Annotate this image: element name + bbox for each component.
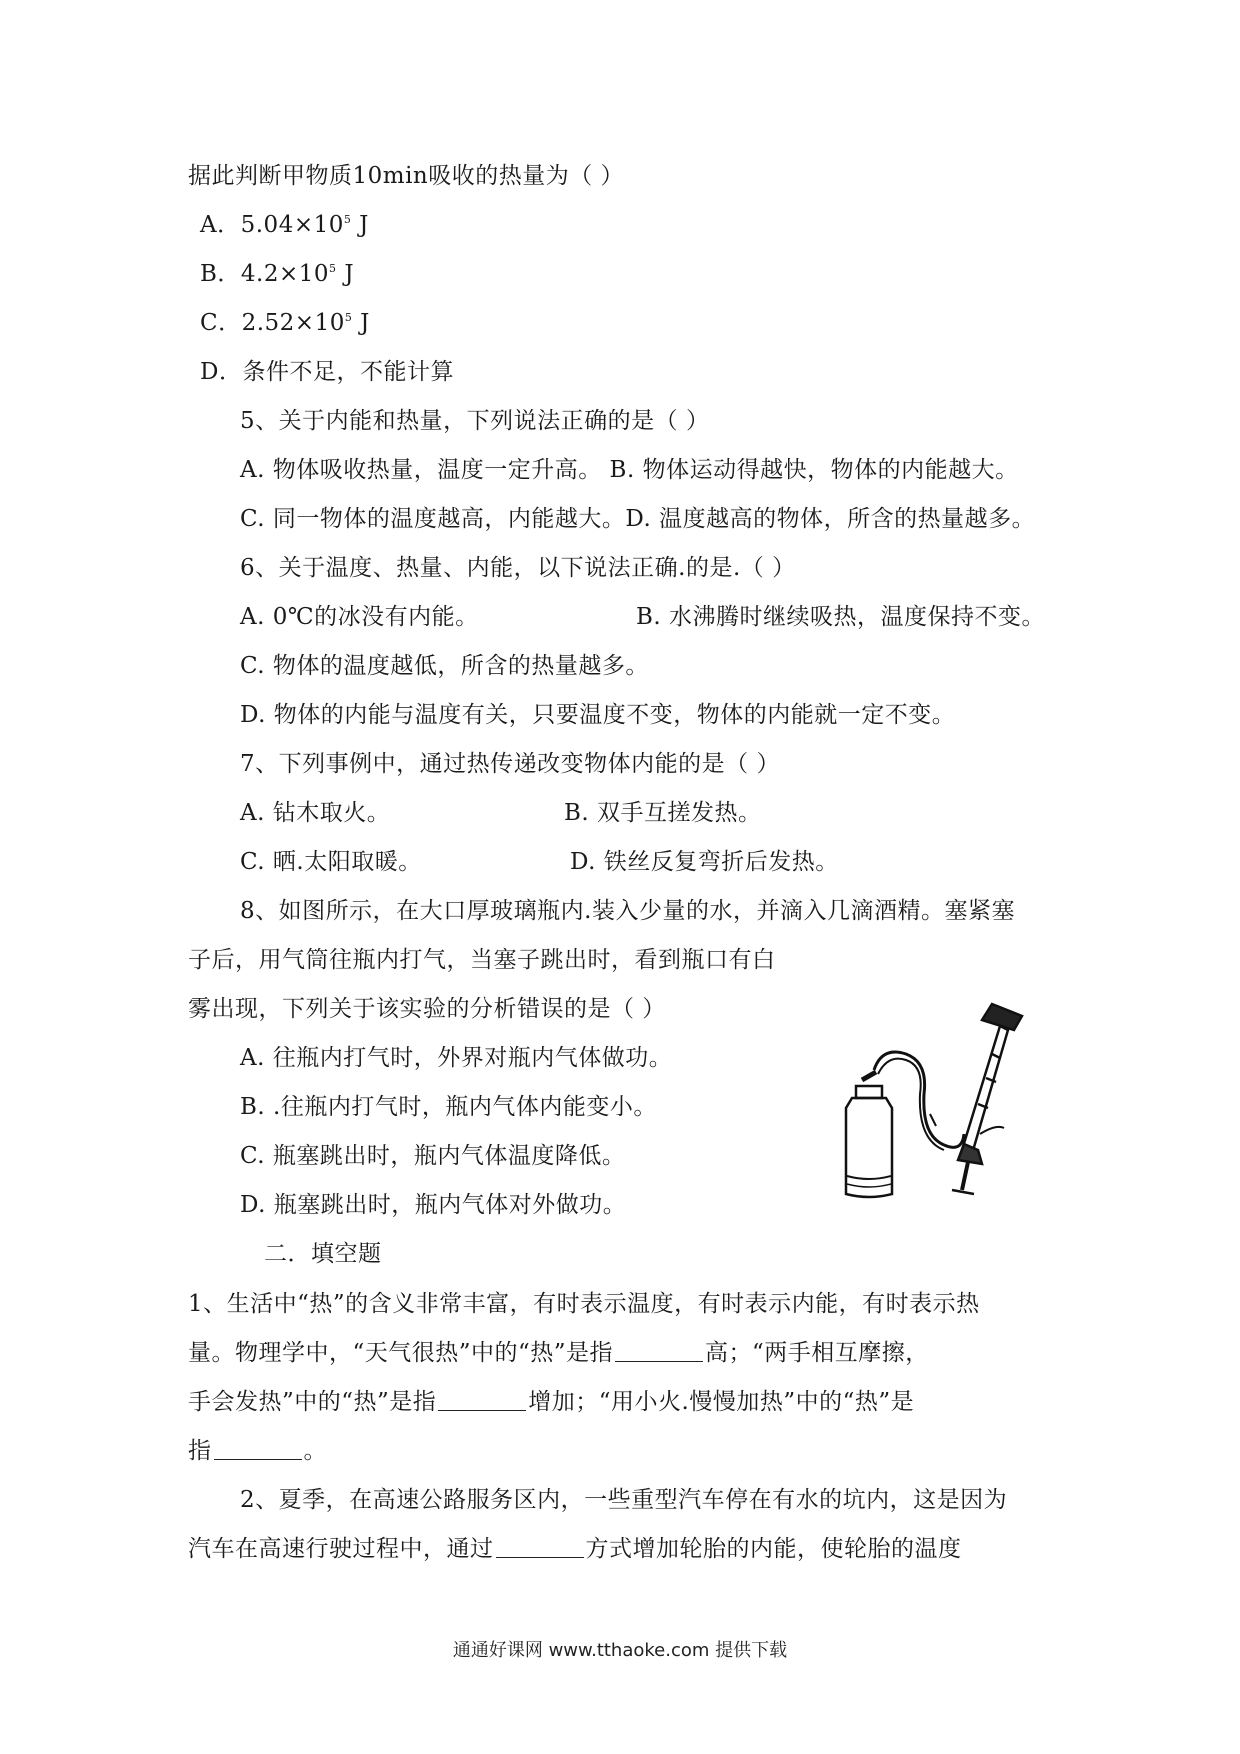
q7-option-c: C. 晒.太阳取暖。 xyxy=(240,849,422,875)
section2-title: 二．填空题 xyxy=(264,1241,382,1267)
fill2-line2: 汽车在高速行驶过程中，通过 方式增加轮胎的内能，使轮胎的温度 xyxy=(188,1536,962,1562)
fill1-line4: 指 。 xyxy=(188,1438,327,1464)
q4-stem: 据此判断甲物质10min吸收的热量为（ ） xyxy=(188,163,625,189)
bottle-pump-figure xyxy=(832,994,1050,1204)
q8-option-b: B. .往瓶内打气时，瓶内气体内能变小。 xyxy=(240,1094,657,1120)
fill2-line1: 2、夏季，在高速公路服务区内，一些重型汽车停在有水的坑内，这是因为 xyxy=(240,1487,1008,1513)
q8-stem-line2: 子后，用气筒往瓶内打气，当塞子跳出时，看到瓶口有白 xyxy=(188,947,776,973)
q6-option-b: B. 水沸腾时继续吸热，温度保持不变。 xyxy=(636,604,1046,630)
fill1-line3: 手会发热”中的“热”是指 增加；“用小火.慢慢加热”中的“热”是 xyxy=(188,1389,915,1415)
q8-stem-line1: 8、如图所示，在大口厚玻璃瓶内.装入少量的水，并滴入几滴酒精。塞紧塞 xyxy=(240,898,1015,924)
q7-option-a: A. 钻木取火。 xyxy=(240,800,391,826)
bottle-illustration xyxy=(846,1086,892,1197)
q8-option-d: D. 瓶塞跳出时，瓶内气体对外做功。 xyxy=(240,1192,627,1218)
q4-option-d: D．条件不足，不能计算 xyxy=(200,359,454,385)
q7-option-b: B. 双手互搓发热。 xyxy=(564,800,762,826)
tube-illustration xyxy=(862,1052,964,1150)
fill2-blank1[interactable] xyxy=(496,1535,584,1558)
q7-stem: 7、下列事例中，通过热传递改变物体内能的是（ ） xyxy=(240,751,780,777)
q5-options-cd: C. 同一物体的温度越高，内能越大。D. 温度越高的物体，所含的热量越多。 xyxy=(240,506,1036,532)
q6-option-a: A. 0℃的冰没有内能。 xyxy=(240,604,479,630)
fill1-line2: 量。物理学中，“天气很热”中的“热”是指 高；“两手相互摩擦， xyxy=(188,1340,929,1366)
q8-option-c: C. 瓶塞跳出时，瓶内气体温度降低。 xyxy=(240,1143,626,1169)
q4-option-b: B．$4.2\times 10^5$ J xyxy=(200,261,355,287)
q5-stem: 5、关于内能和热量，下列说法正确的是（ ） xyxy=(240,408,710,434)
fill1-line1: 1、生活中“热”的含义非常丰富，有时表示温度，有时表示内能，有时表示热 xyxy=(188,1291,980,1317)
pump-illustration xyxy=(930,1004,1022,1194)
q6-stem: 6、关于温度、热量、内能，以下说法正确.的是.（ ） xyxy=(240,555,796,581)
fill1-blank1[interactable] xyxy=(615,1339,703,1362)
q6-option-d: D. 物体的内能与温度有关，只要温度不变，物体的内能就一定不变。 xyxy=(240,702,956,728)
q8-stem-line3: 雾出现，下列关于该实验的分析错误的是（ ） xyxy=(188,996,666,1022)
fill1-blank3[interactable] xyxy=(214,1437,302,1460)
q4-option-a: A．$5.04\times 10^5$ J xyxy=(200,212,369,238)
page-footer: 通通好课网 www.tthaoke.com 提供下载 xyxy=(452,1640,788,1661)
q4-option-c: C．$2.52\times 10^5$ J xyxy=(200,310,370,336)
q7-option-d: D. 铁丝反复弯折后发热。 xyxy=(570,849,839,875)
q6-option-c: C. 物体的温度越低，所含的热量越多。 xyxy=(240,653,649,679)
q5-options-ab: A. 物体吸收热量，温度一定升高。 B. 物体运动得越快，物体的内能越大。 xyxy=(240,457,1019,483)
fill1-blank2[interactable] xyxy=(438,1388,526,1411)
q8-option-a: A. 往瓶内打气时，外界对瓶内气体做功。 xyxy=(240,1045,673,1071)
